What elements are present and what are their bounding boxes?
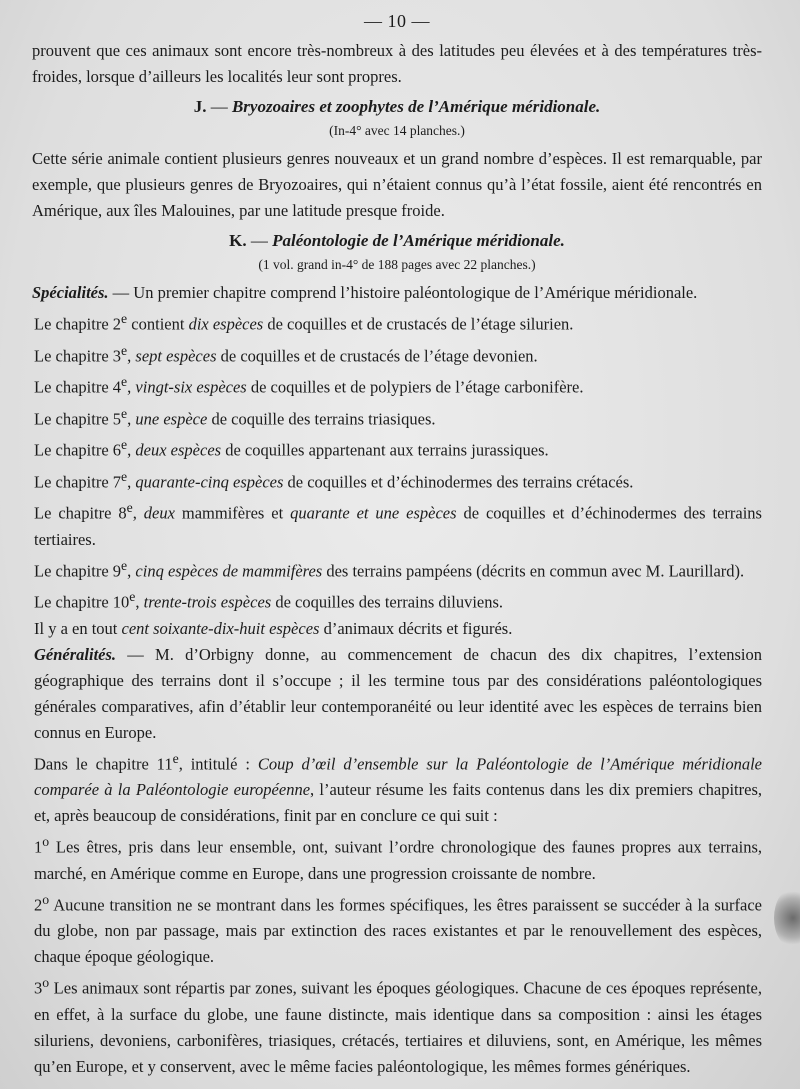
generalites-paragraph [32,642,762,746]
chapter-line-sup: e [121,374,128,389]
chapter-line-sup: e [121,405,128,421]
chapter-line-it: une espèce [135,409,208,428]
chapter-8-it1: deux [143,503,175,523]
chapter-line [32,432,762,464]
chapter-line-pre: Le chapitre 3 [34,346,122,365]
specialites-text: — Un premier chapitre comprend l’histoire paléontologique de l’Amérique méridionale. [108,283,698,302]
species-total-pre: Il y a en tout [34,618,122,638]
chapter-list [32,306,762,495]
chapter-10-pre: Le chapitre 10 [34,592,130,612]
chapter-line-pre: Le chapitre 7 [34,472,122,491]
chapter-line-post: de coquilles appartenant aux terrains jurassiques. [221,440,549,460]
chapter-11-it: Coup d’œil d’ensemble sur la Paléontologie de l’Amérique méridionale comparée à la Paléontologie européenne [34,754,762,799]
chapter-9-a: , [127,561,136,580]
section-k-title: Paléontologie de l’Amérique méridionale. [272,231,565,250]
chapter-line-pre: Le chapitre 5 [34,409,122,428]
conclusion-point [32,970,762,1080]
conclusion-point-num: 1 [34,837,43,857]
chapter-line-post: de coquilles et de polypiers de l’étage carbonifère. [246,377,584,397]
chapter-line [32,306,762,338]
conclusion-point-sup: o [42,891,50,907]
section-k-dash: — [246,231,273,250]
species-total-post: d’animaux décrits et figurés. [319,618,513,638]
section-j-subtitle: (In-4° avec 14 planches.) [329,123,465,138]
conclusion-points [32,829,762,1080]
intro-paragraph: prouvent que ces animaux sont encore très-nombreux à des latitudes peu élevées et à des températures très-froides, lorsque d’ailleurs les localités leur sont propres. [32,41,762,86]
page-smudge [774,888,800,948]
conclusion-point-num: 2 [34,895,43,914]
chapter-11-b: , l’auteur résume les faits contenus dans les dix premiers chapitres, et, après beaucoup de considérations, finit par en conclure ce qui suit : [34,780,762,825]
section-j-heading [32,94,762,120]
section-j-paragraph [32,146,762,224]
chapter-11-pre: Dans le chapitre 11 [34,754,173,773]
chapter-line [32,369,762,401]
chapter-9-it: cinq espèces de mammifères [135,561,323,580]
generalites-text: — M. d’Orbigny donne, au commencement de chacun des dix chapitres, l’extension géographique des terrains dont il s’occupe ; il les termine tous par des considérations paléontologiques générales comparatives, afin d’établir leur contemporanéité ou leur identité avec les espèces de terrains bien connus en Europe. [34,644,762,742]
chapter-10-b: de coquilles des terrains diluviens. [271,592,504,612]
chapter-line-pre: Le chapitre 4 [34,377,122,397]
chapter-10-a: , [135,592,144,612]
chapter-line-it: quarante-cinq espèces [135,472,284,491]
specialites-label: Spécialités. [32,283,109,302]
conclusion-point-text: Aucune transition ne se montrant dans les formes spécifiques, les êtres paraissent se succéder à la surface du globe, non par passage, mais par extinction des races existantes et par le renouvellement des espèces, chaque époque géologique. [34,895,762,966]
chapter-8-c: de coquilles et d’échinodermes des terrains tertiaires. [34,503,762,549]
chapter-line-mid: , [127,472,136,491]
chapter-line-post: de coquilles et de crustacés de l’étage silurien. [263,314,574,334]
chapter-line-mid: , [127,346,136,365]
conclusion-point-sup: o [42,834,50,849]
conclusion-point-num: 3 [34,978,43,998]
generalites-label: Généralités. [34,644,117,664]
chapter-line [32,338,762,370]
chapter-line-sup: e [121,468,128,484]
conclusion-point [32,887,762,971]
chapter-line-it: dix espèces [188,314,264,334]
chapter-line-sup: e [121,311,128,326]
section-j-title: Bryozoaires et zoophytes de l’Amérique méridionale. [231,97,601,116]
chapter-line [32,464,762,496]
conclusion-point [32,829,762,887]
chapter-8-pre: Le chapitre 8 [34,503,127,523]
chapter-9-pre: Le chapitre 9 [34,561,122,580]
chapter-line-post: de coquilles et de crustacés de l’étage devonien. [216,346,538,365]
chapter-line-mid: contient [127,314,189,334]
chapter-8-b: mammifères et [174,503,291,523]
page-number: — 10 — [364,11,430,31]
chapter-line-sup: e [121,342,128,358]
chapter-8 [32,495,762,553]
conclusion-point-text: Les êtres, pris dans leur ensemble, ont, suivant l’ordre chronologique des faunes propres aux terrains, marché, en Amérique comme en Europe, dans une progression croissante de nombre. [34,837,762,883]
chapter-line-pre: Le chapitre 2 [34,314,122,334]
section-j-letter: J. [193,97,207,116]
chapter-8-it2: quarante et une espèces [290,503,457,523]
conclusion-point-text: Les animaux sont répartis par zones, suivant les époques géologiques. Chacune de ces époques représente, en effet, à la surface du globe, une faune distincte, mais identique dans sa composition : ainsi les étages siluriens, devoniens, carbonifères, triasiques, crétacés, tertiaires et diluviens, sont, en Amérique, les mêmes qu’en Europe, et y conservent, avec le même facies paléontologique, les mêmes formes génériques. [34,978,762,1076]
chapter-line-mid: , [127,440,136,460]
section-k-letter: K. [229,231,247,250]
chapter-line-mid: , [127,409,136,428]
chapter-9-sup: e [121,557,128,573]
conclusion-point-sup: o [42,975,50,990]
chapter-line-it: deux espèces [135,440,222,460]
section-j-text: Cette série animale contient plusieurs genres nouveaux et un grand nombre d’espèces. Il est remarquable, par exemple, que plusieurs genres de Bryozoaires, qui n’étaient connus qu’à l’état fossile, aient été rencontrés en Amérique, aux îles Malouines, par une latitude presque froide. [32,149,762,220]
chapter-line-post: de coquilles et d’échinodermes des terrains crétacés. [283,472,634,491]
chapter-line-mid: , [127,377,136,397]
chapter-10 [32,584,762,616]
chapter-line [32,401,762,433]
chapter-line-pre: Le chapitre 6 [34,440,122,460]
chapter-10-it: trente-trois espèces [143,592,272,612]
chapter-11 [32,746,762,830]
chapter-11-sup: e [172,750,179,766]
chapter-line-it: sept espèces [135,346,217,365]
chapter-line-it: vingt-six espèces [135,377,247,397]
section-k-heading [32,228,762,254]
chapter-8-sup: e [126,500,133,515]
species-total [32,616,762,642]
chapter-9-b: des terrains pampéens (décrits en commun avec M. Laurillard). [322,561,745,580]
chapter-10-sup: e [129,589,136,604]
chapter-line-sup: e [121,437,128,452]
chapter-line-post: de coquille des terrains triasiques. [207,409,436,428]
chapter-8-a: , [132,503,144,523]
specialites-paragraph [32,280,762,306]
species-total-it: cent soixante-dix-huit espèces [121,618,320,638]
section-k-subtitle: (1 vol. grand in-4° de 188 pages avec 22 planches.) [258,257,536,272]
section-j-dash: — [206,97,232,116]
chapter-11-a: , intitulé : [178,754,258,773]
chapter-9 [32,553,762,585]
